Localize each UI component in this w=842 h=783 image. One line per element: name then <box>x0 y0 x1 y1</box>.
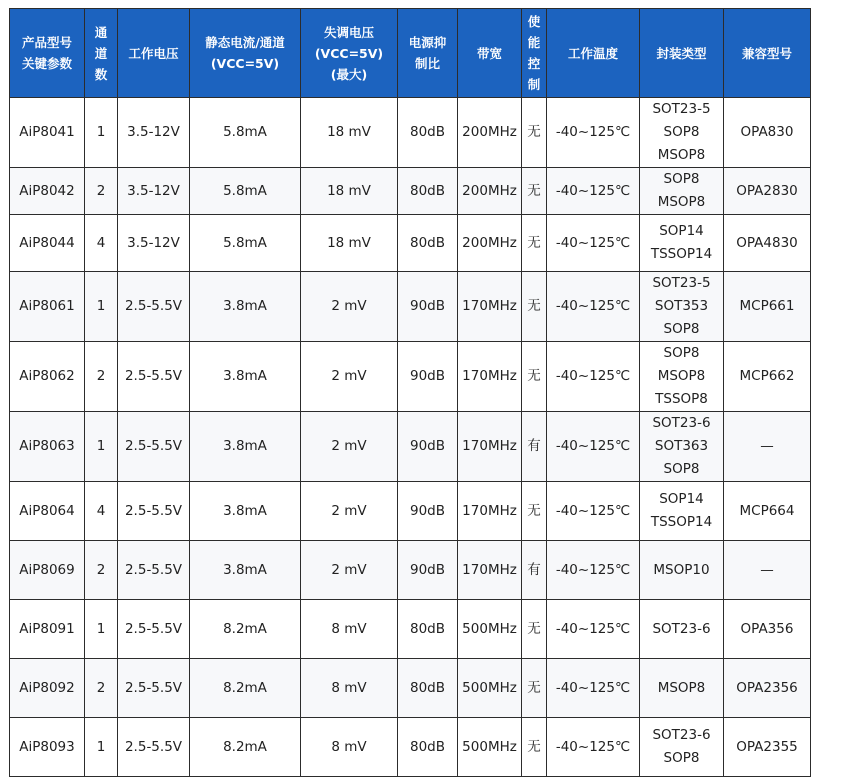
cell-offset-voltage: 18 mV <box>301 98 398 168</box>
header-line: 控 <box>527 56 541 71</box>
cell-enable-control: 无 <box>522 215 547 272</box>
header-compatible-model <box>724 9 811 98</box>
cell-enable-control: 无 <box>522 272 547 342</box>
header-product-model <box>10 9 85 98</box>
cell-offset-voltage: 2 mV <box>301 482 398 541</box>
cell-package-type: MSOP10 <box>640 541 724 600</box>
cell-operating-temp: -40~125℃ <box>547 541 640 600</box>
cell-enable-control: 无 <box>522 482 547 541</box>
header-operating-temp <box>547 9 640 98</box>
cell-offset-voltage: 2 mV <box>301 541 398 600</box>
cell-product-model: AiP8064 <box>10 482 85 541</box>
header-supply-voltage <box>118 9 190 98</box>
cell-supply-voltage: 2.5-5.5V <box>118 600 190 659</box>
table-row <box>10 342 811 412</box>
cell-enable-control: 有 <box>522 541 547 600</box>
cell-quiescent-current: 5.8mA <box>190 168 301 215</box>
cell-compatible-model: — <box>724 412 811 482</box>
cell-supply-voltage: 3.5-12V <box>118 168 190 215</box>
header-line: 道 <box>94 45 108 61</box>
cell-supply-voltage: 2.5-5.5V <box>118 342 190 412</box>
cell-compatible-model: OPA356 <box>724 600 811 659</box>
cell-product-model: AiP8091 <box>10 600 85 659</box>
table-row <box>10 482 811 541</box>
cell-psrr: 80dB <box>398 659 458 718</box>
cell-channels: 4 <box>85 215 118 272</box>
cell-enable-control: 无 <box>522 168 547 215</box>
header-psrr <box>398 9 458 98</box>
cell-package-type: SOT23-6 SOT363 SOP8 <box>640 412 724 482</box>
cell-supply-voltage: 2.5-5.5V <box>118 718 190 777</box>
header-line: 工作电压 <box>128 45 179 61</box>
cell-compatible-model: MCP662 <box>724 342 811 412</box>
cell-bandwidth: 170MHz <box>458 412 522 482</box>
header-line: 带宽 <box>476 45 502 61</box>
cell-channels: 1 <box>85 272 118 342</box>
header-enable-control <box>522 9 547 98</box>
table-header-row <box>10 9 811 98</box>
header-channels <box>85 9 118 98</box>
cell-quiescent-current: 3.8mA <box>190 482 301 541</box>
cell-operating-temp: -40~125℃ <box>547 482 640 541</box>
cell-quiescent-current: 8.2mA <box>190 718 301 777</box>
cell-offset-voltage: 2 mV <box>301 412 398 482</box>
cell-compatible-model: OPA2355 <box>724 718 811 777</box>
cell-channels: 2 <box>85 659 118 718</box>
header-line: 能 <box>527 35 541 50</box>
table-row <box>10 168 811 215</box>
cell-package-type: SOT23-5 SOP8 MSOP8 <box>640 98 724 168</box>
cell-offset-voltage: 8 mV <box>301 718 398 777</box>
cell-operating-temp: -40~125℃ <box>547 659 640 718</box>
cell-product-model: AiP8044 <box>10 215 85 272</box>
table-row <box>10 98 811 168</box>
cell-psrr: 80dB <box>398 215 458 272</box>
cell-supply-voltage: 2.5-5.5V <box>118 541 190 600</box>
cell-psrr: 80dB <box>398 98 458 168</box>
header-line: 产品型号 <box>21 35 72 50</box>
cell-product-model: AiP8042 <box>10 168 85 215</box>
cell-quiescent-current: 3.8mA <box>190 272 301 342</box>
cell-operating-temp: -40~125℃ <box>547 718 640 777</box>
cell-product-model: AiP8063 <box>10 412 85 482</box>
cell-package-type: SOT23-5 SOT353 SOP8 <box>640 272 724 342</box>
header-line: 兼容型号 <box>741 45 792 61</box>
header-line: 制比 <box>414 56 440 71</box>
cell-product-model: AiP8041 <box>10 98 85 168</box>
cell-compatible-model: MCP661 <box>724 272 811 342</box>
header-line: (最大) <box>330 66 368 82</box>
table-row <box>10 541 811 600</box>
header-line: 通 <box>94 24 108 40</box>
cell-product-model: AiP8062 <box>10 342 85 412</box>
table-row <box>10 272 811 342</box>
table-row <box>10 215 811 272</box>
cell-channels: 1 <box>85 718 118 777</box>
header-line: 电源抑 <box>408 35 447 50</box>
cell-enable-control: 有 <box>522 412 547 482</box>
cell-quiescent-current: 5.8mA <box>190 98 301 168</box>
header-line: (VCC=5V) <box>314 45 384 61</box>
cell-offset-voltage: 18 mV <box>301 215 398 272</box>
table-body <box>10 98 811 777</box>
cell-bandwidth: 200MHz <box>458 168 522 215</box>
cell-bandwidth: 170MHz <box>458 272 522 342</box>
cell-supply-voltage: 2.5-5.5V <box>118 659 190 718</box>
cell-product-model: AiP8069 <box>10 541 85 600</box>
cell-offset-voltage: 2 mV <box>301 342 398 412</box>
cell-offset-voltage: 8 mV <box>301 659 398 718</box>
cell-enable-control: 无 <box>522 600 547 659</box>
cell-psrr: 80dB <box>398 718 458 777</box>
cell-psrr: 90dB <box>398 272 458 342</box>
spec-table <box>9 8 811 777</box>
header-bandwidth <box>458 9 522 98</box>
cell-operating-temp: -40~125℃ <box>547 215 640 272</box>
cell-bandwidth: 500MHz <box>458 718 522 777</box>
cell-package-type: SOT23-6 SOP8 <box>640 718 724 777</box>
cell-compatible-model: OPA4830 <box>724 215 811 272</box>
table-row <box>10 718 811 777</box>
table-row <box>10 659 811 718</box>
cell-quiescent-current: 8.2mA <box>190 600 301 659</box>
cell-offset-voltage: 18 mV <box>301 168 398 215</box>
cell-package-type: SOP8 MSOP8 <box>640 168 724 215</box>
cell-channels: 2 <box>85 342 118 412</box>
cell-product-model: AiP8061 <box>10 272 85 342</box>
header-quiescent-current <box>190 9 301 98</box>
cell-quiescent-current: 3.8mA <box>190 342 301 412</box>
cell-quiescent-current: 5.8mA <box>190 215 301 272</box>
cell-psrr: 90dB <box>398 541 458 600</box>
cell-enable-control: 无 <box>522 342 547 412</box>
cell-channels: 1 <box>85 600 118 659</box>
cell-channels: 1 <box>85 412 118 482</box>
cell-package-type: MSOP8 <box>640 659 724 718</box>
cell-psrr: 90dB <box>398 342 458 412</box>
cell-compatible-model: OPA2830 <box>724 168 811 215</box>
cell-bandwidth: 170MHz <box>458 482 522 541</box>
cell-channels: 4 <box>85 482 118 541</box>
header-line: 数 <box>94 66 108 82</box>
table-row <box>10 600 811 659</box>
header-line: 失调电压 <box>323 24 374 40</box>
cell-enable-control: 无 <box>522 659 547 718</box>
cell-bandwidth: 200MHz <box>458 215 522 272</box>
cell-package-type: SOP8 MSOP8 TSSOP8 <box>640 342 724 412</box>
header-line: 封装类型 <box>656 45 707 61</box>
cell-compatible-model: MCP664 <box>724 482 811 541</box>
cell-supply-voltage: 3.5-12V <box>118 215 190 272</box>
cell-supply-voltage: 2.5-5.5V <box>118 272 190 342</box>
cell-quiescent-current: 8.2mA <box>190 659 301 718</box>
cell-compatible-model: OPA830 <box>724 98 811 168</box>
cell-enable-control: 无 <box>522 98 547 168</box>
cell-bandwidth: 500MHz <box>458 659 522 718</box>
header-line: (VCC=5V) <box>210 56 280 71</box>
table-row <box>10 412 811 482</box>
cell-channels: 1 <box>85 98 118 168</box>
header-line: 使 <box>527 14 541 29</box>
cell-offset-voltage: 2 mV <box>301 272 398 342</box>
cell-channels: 2 <box>85 541 118 600</box>
cell-operating-temp: -40~125℃ <box>547 272 640 342</box>
cell-bandwidth: 170MHz <box>458 541 522 600</box>
cell-quiescent-current: 3.8mA <box>190 541 301 600</box>
cell-bandwidth: 200MHz <box>458 98 522 168</box>
header-line: 制 <box>527 77 541 92</box>
cell-package-type: SOT23-6 <box>640 600 724 659</box>
cell-compatible-model: OPA2356 <box>724 659 811 718</box>
cell-channels: 2 <box>85 168 118 215</box>
cell-operating-temp: -40~125℃ <box>547 168 640 215</box>
cell-package-type: SOP14 TSSOP14 <box>640 215 724 272</box>
cell-operating-temp: -40~125℃ <box>547 412 640 482</box>
cell-psrr: 80dB <box>398 168 458 215</box>
cell-product-model: AiP8093 <box>10 718 85 777</box>
cell-psrr: 90dB <box>398 482 458 541</box>
cell-psrr: 80dB <box>398 600 458 659</box>
cell-product-model: AiP8092 <box>10 659 85 718</box>
header-line: 静态电流/通道 <box>205 35 285 50</box>
cell-supply-voltage: 2.5-5.5V <box>118 412 190 482</box>
cell-operating-temp: -40~125℃ <box>547 342 640 412</box>
cell-operating-temp: -40~125℃ <box>547 98 640 168</box>
cell-quiescent-current: 3.8mA <box>190 412 301 482</box>
cell-bandwidth: 170MHz <box>458 342 522 412</box>
cell-package-type: SOP14 TSSOP14 <box>640 482 724 541</box>
header-offset-voltage <box>301 9 398 98</box>
cell-supply-voltage: 3.5-12V <box>118 98 190 168</box>
cell-compatible-model: — <box>724 541 811 600</box>
header-package-type <box>640 9 724 98</box>
cell-enable-control: 无 <box>522 718 547 777</box>
header-line: 关键参数 <box>21 56 72 71</box>
cell-psrr: 90dB <box>398 412 458 482</box>
cell-offset-voltage: 8 mV <box>301 600 398 659</box>
cell-operating-temp: -40~125℃ <box>547 600 640 659</box>
cell-bandwidth: 500MHz <box>458 600 522 659</box>
spec-table-container <box>9 8 811 777</box>
header-line: 工作温度 <box>567 45 618 61</box>
cell-supply-voltage: 2.5-5.5V <box>118 482 190 541</box>
